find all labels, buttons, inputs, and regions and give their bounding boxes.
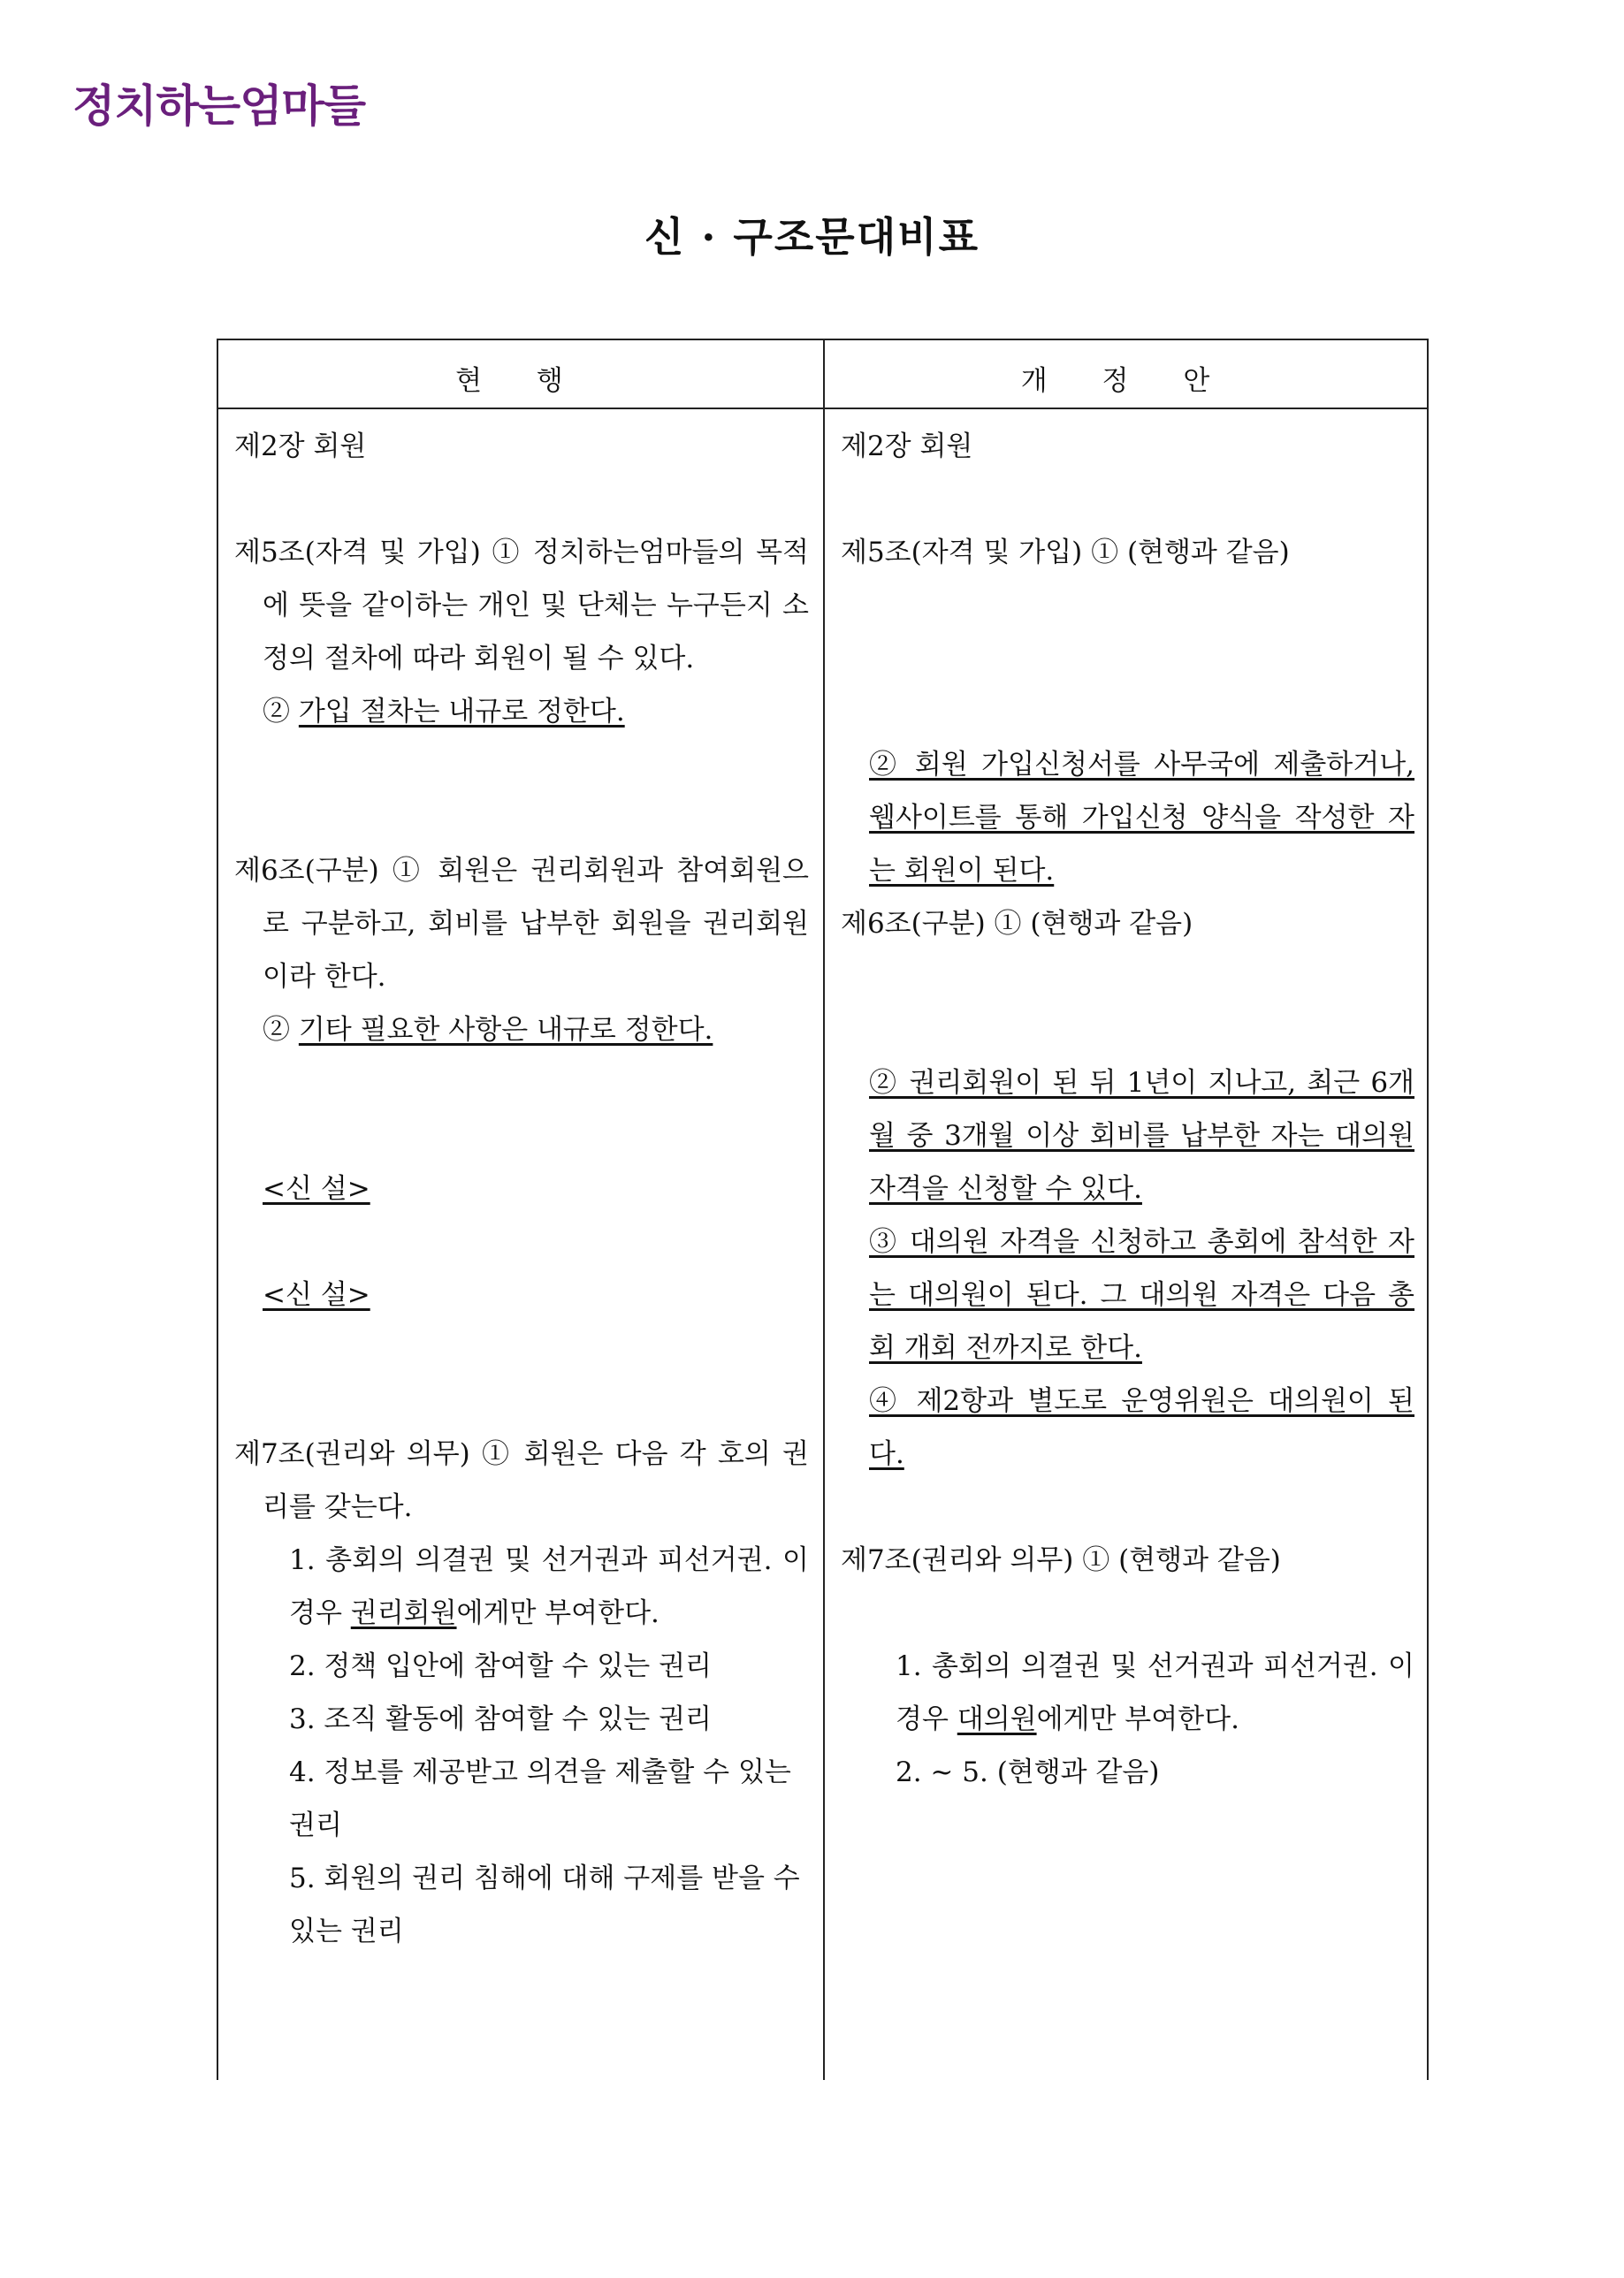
current-new-clause-marker-1: <신 설> xyxy=(263,1173,370,1205)
current-article7-item2: 2. 정책 입안에 참여할 수 있는 권리 xyxy=(289,1650,712,1682)
proposed-article5-paragraph1: 제5조(자격 및 가입) ① (현행과 같음) xyxy=(841,537,1290,568)
comparison-table xyxy=(217,339,1429,2080)
header-current: 현 행 xyxy=(455,365,586,397)
document-title: 신 · 구조문대비표 xyxy=(644,213,980,261)
proposed-article6-paragraph3: ③ 대의원 자격을 신청하고 총회에 참석한 자는 대의원이 된다. 그 대의원 자격은 다음 총회 개회 전까지로 한다. xyxy=(869,1226,1414,1364)
current-article7-item4: 4. 정보를 제공받고 의견을 제출할 수 있는 권리 xyxy=(289,1756,791,1841)
proposed-column xyxy=(825,409,1429,1799)
current-article7-item3: 3. 조직 활동에 참여할 수 있는 권리 xyxy=(289,1703,712,1735)
proposed-article7-item1: 1. 총회의 의결권 및 선거권과 피선거권. 이 경우 대의원에게만 부여한다. xyxy=(896,1650,1414,1735)
current-article7-paragraph1: 제7조(권리와 의무) ① 회원은 다음 각 호의 권리를 갖는다. xyxy=(234,1438,809,1523)
proposed-article7-paragraph1: 제7조(권리와 의무) ① (현행과 같음) xyxy=(841,1544,1281,1576)
proposed-article6-paragraph4: ④ 제2항과 별도로 운영위원은 대의원이 된다. xyxy=(869,1385,1414,1470)
current-column xyxy=(218,409,823,1958)
current-chapter-heading: 제2장 회원 xyxy=(234,430,367,462)
current-article7-item5: 5. 회원의 권리 침해에 대해 구제를 받을 수 있는 권리 xyxy=(289,1863,800,1947)
current-article6-paragraph1: 제6조(구분) ① 회원은 권리회원과 참여회원으로 구분하고, 회비를 납부한 회원을 권리회원이라 한다. xyxy=(234,855,809,993)
proposed-article7-items2to5: 2. ~ 5. (현행과 같음) xyxy=(896,1756,1160,1788)
header-proposed: 개 정 안 xyxy=(1020,365,1233,397)
current-article6-paragraph2: ② 기타 필요한 사항은 내규로 정한다. xyxy=(263,1014,713,1046)
proposed-article6-paragraph2: ② 권리회원이 된 뒤 1년이 지나고, 최근 6개월 중 3개월 이상 회비를 납부한 자는 대의원 자격을 신청할 수 있다. xyxy=(869,1067,1414,1205)
proposed-article5-paragraph2: ② 회원 가입신청서를 사무국에 제출하거나, 웹사이트를 통해 가입신청 양식을 작성한 자는 회원이 된다. xyxy=(869,749,1414,887)
current-article7-item1: 1. 총회의 의결권 및 선거권과 피선거권. 이 경우 권리회원에게만 부여한다. xyxy=(289,1544,809,1629)
current-article5-paragraph1: 제5조(자격 및 가입) ① 정치하는엄마들의 목적에 뜻을 같이하는 개인 및 단체는 누구든지 소정의 절차에 따라 회원이 될 수 있다. xyxy=(234,537,809,674)
proposed-article6-paragraph1: 제6조(구분) ① (현행과 같음) xyxy=(841,908,1193,940)
organization-logo: 정치하는엄마들 xyxy=(72,80,366,132)
current-new-clause-marker-2: <신 설> xyxy=(263,1279,370,1311)
current-article5-paragraph2: ② 가입 절차는 내규로 정한다. xyxy=(263,696,625,728)
proposed-chapter-heading: 제2장 회원 xyxy=(841,430,973,462)
